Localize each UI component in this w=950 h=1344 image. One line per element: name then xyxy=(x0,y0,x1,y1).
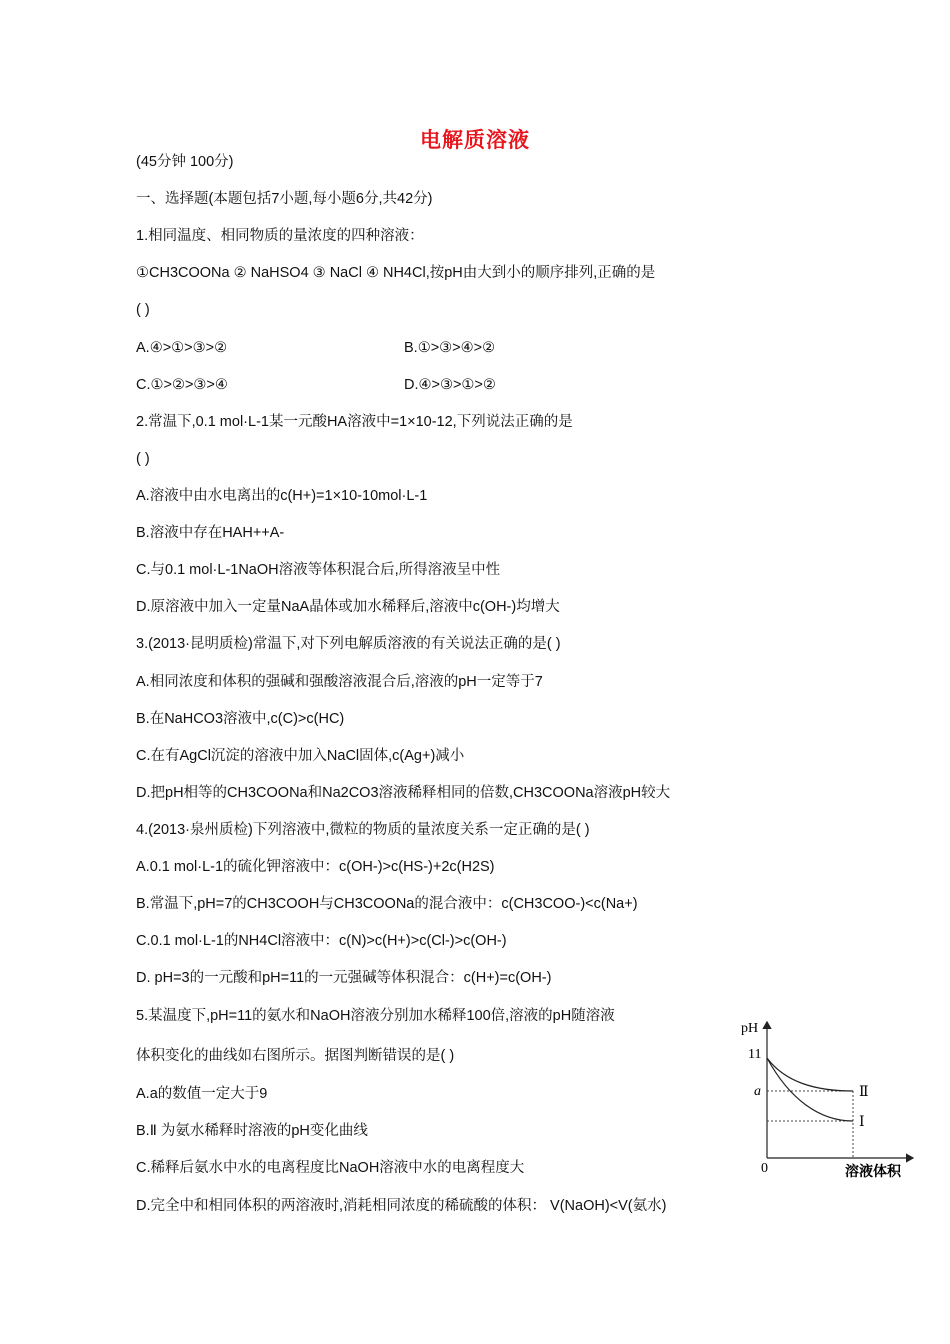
curve-label-I: Ⅰ xyxy=(859,1115,865,1130)
q4-option-d: D. pH=3的一元酸和pH=11的一元强碱等体积混合：c(H+)=c(OH-) xyxy=(136,970,552,986)
q5-option-b: B.Ⅱ 为氨水稀释时溶液的pH变化曲线 xyxy=(136,1123,368,1139)
x-axis-label: 溶液体积 xyxy=(845,1164,901,1180)
curve-label-II: Ⅱ xyxy=(859,1085,869,1100)
tick-label-a: a xyxy=(754,1084,761,1099)
q4-stem: 4.(2013·泉州质检)下列溶液中,微粒的物质的量浓度关系一定正确的是( ) xyxy=(136,822,590,838)
q1-option-b: B.①>③>④>② xyxy=(404,340,496,356)
q5-stem-2: 体积变化的曲线如右图所示。据图判断错误的是( ) xyxy=(136,1048,455,1064)
y-axis-label: pH xyxy=(741,1021,759,1036)
q3-option-c: C.在有AgCl沉淀的溶液中加入NaCl固体,c(Ag+)减小 xyxy=(136,748,465,764)
q4-option-c: C.0.1 mol·L-1的NH4Cl溶液中：c(N)>c(H+)>c(Cl-)>c(OH-) xyxy=(136,933,507,949)
q3-stem: 3.(2013·昆明质检)常温下,对下列电解质溶液的有关说法正确的是( ) xyxy=(136,636,561,652)
q2-answer-paren: ( ) xyxy=(136,451,150,467)
q2-stem: 2.常温下,0.1 mol·L-1某一元酸HA溶液中=1×10-12,下列说法正确的是 xyxy=(136,414,573,430)
ph-dilution-figure xyxy=(735,1010,920,1185)
q2-option-d: D.原溶液中加入一定量NaA晶体或加水稀释后,溶液中c(OH-)均增大 xyxy=(136,599,560,615)
section-heading: 一、选择题(本题包括7小题,每小题6分,共42分) xyxy=(136,191,433,207)
curve-naoh-I xyxy=(767,1058,853,1121)
tick-label-11: 11 xyxy=(748,1047,762,1062)
q3-option-d: D.把pH相等的CH3COONa和Na2CO3溶液稀释相同的倍数,CH3COONa溶液pH较大 xyxy=(136,785,671,801)
exam-meta: (45分钟 100分) xyxy=(136,154,234,170)
q4-option-a: A.0.1 mol·L-1的硫化钾溶液中：c(OH-)>c(HS-)+2c(H2S) xyxy=(136,859,495,875)
q3-option-b: B.在NaHCO3溶液中,c(C)>c(HC) xyxy=(136,711,345,727)
q1-stem: 1.相同温度、相同物质的量浓度的四种溶液： xyxy=(136,228,424,244)
q1-answer-paren: ( ) xyxy=(136,302,150,318)
q2-option-b: B.溶液中存在HAH++A- xyxy=(136,525,285,541)
curve-ammonia-II xyxy=(767,1058,853,1091)
q2-option-c: C.与0.1 mol·L-1NaOH溶液等体积混合后,所得溶液呈中性 xyxy=(136,562,501,578)
q3-option-a: A.相同浓度和体积的强碱和强酸溶液混合后,溶液的pH一定等于7 xyxy=(136,674,543,690)
q2-option-a: A.溶液中由水电离出的c(H+)=1×10-10mol·L-1 xyxy=(136,488,428,504)
q5-option-c: C.稀释后氨水中水的电离程度比NaOH溶液中水的电离程度大 xyxy=(136,1160,525,1176)
origin-label: 0 xyxy=(761,1161,768,1176)
q5-stem: 5.某温度下,pH=11的氨水和NaOH溶液分别加水稀释100倍,溶液的pH随溶液 xyxy=(136,1008,615,1024)
q4-option-b: B.常温下,pH=7的CH3COOH与CH3COONa的混合液中：c(CH3COO-)<c(Na+) xyxy=(136,896,638,912)
q5-option-a: A.a的数值一定大于9 xyxy=(136,1086,268,1102)
page-title: 电解质溶液 xyxy=(420,129,530,152)
q5-option-d: D.完全中和相同体积的两溶液时,消耗相同浓度的稀硫酸的体积： V(NaOH)<V(氨水) xyxy=(136,1198,667,1214)
q1-stem-2: ①CH3COONa ② NaHSO4 ③ NaCl ④ NH4Cl,按pH由大到小的顺序排列,正确的是 xyxy=(136,265,656,281)
q1-option-d: D.④>③>①>② xyxy=(404,377,496,393)
q1-option-a: A.④>①>③>② xyxy=(136,340,228,356)
q1-option-c: C.①>②>③>④ xyxy=(136,377,228,393)
